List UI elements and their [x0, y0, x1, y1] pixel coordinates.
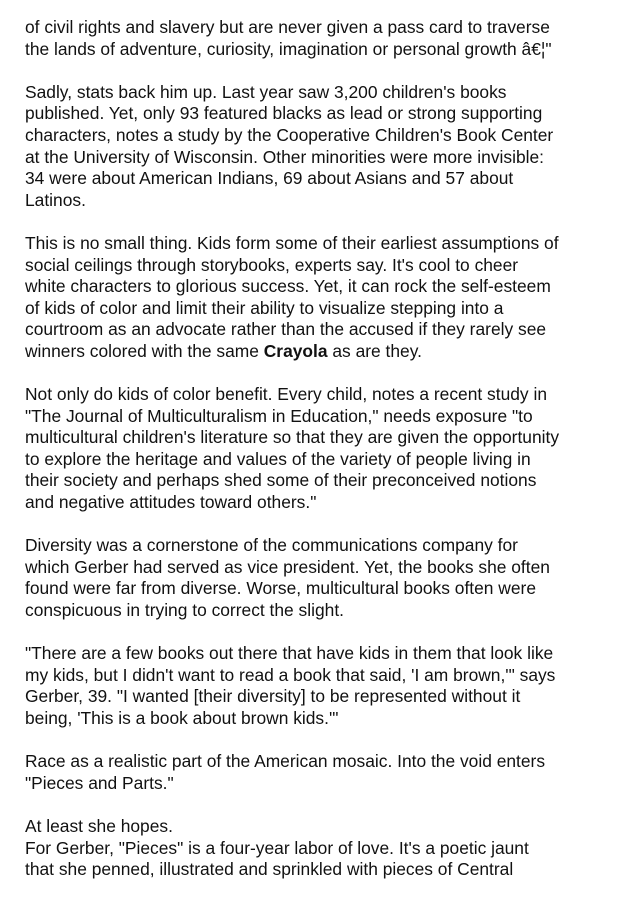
paragraph-pieces: For Gerber, "Pieces" is a four-year labor of love. It's a poetic jaunt that she penned, illustrated and sprinkled with pieces of Central	[25, 837, 529, 880]
paragraph-kids-of-color: Not only do kids of color benefit. Every child, notes a recent study in "The Journal of Multiculturalism in Education," needs exposure "to multicultural children's literature so that they are given the opportunity to explore the heritage and values of the variety of people living in their society and perhaps shed some of their preconceived notions and negative attitudes toward others."	[25, 384, 560, 513]
paragraph-race: Race as a realistic part of the American mosaic. Into the void enters "Pieces and Parts."	[25, 751, 546, 793]
paragraph-diversity: Diversity was a cornerstone of the communications company for which Gerber had served as vice president. Yet, the books she often found were far from diverse. Worse, multicultural books often were conspicuous in trying to correct the slight.	[25, 535, 550, 621]
paragraph-gerber-quote: "There are a few books out there that have kids in them that look like my kids, but I didn't want to read a book that said, 'I am brown,'" says Gerber, 39. "I wanted [their diversity] to be represented without it being, 'This is a book about brown kids.'"	[25, 643, 556, 728]
paragraph-civil-rights: of civil rights and slavery but are never given a pass card to traverse the lands of adventure, curiosity, imagination or personal growth â€¦"	[25, 17, 552, 59]
crayola-bold-text: Crayola	[263, 340, 328, 361]
paragraph-no-small-thing	[25, 233, 609, 363]
paragraph-at-least: At least she hopes.	[25, 815, 173, 836]
article-body	[25, 17, 609, 902]
paragraph-no-small-thing-text: This is no small thing. Kids form some of their earliest assumptions of social ceilings through storybooks, experts say. It's cool to cheer white characters to glorious success. Yet, it can rock the self-esteem of kids of color and limit their ability to visualize stepping into a courtroom as an advocate rather than the accused if they rarely see winners colored with the same	[25, 232, 559, 361]
paragraph-no-small-thing-end: as are they.	[327, 340, 422, 361]
paragraph-stats: Sadly, stats back him up. Last year saw 3,200 children's books published. Yet, only 93 featured blacks as lead or strong supporting characters, notes a study by the Cooperative Children's Book Center at the University of Wisconsin. Other minorities were more invisible: 34 were about American Indians, 69 about Asians and 57 about Latinos.	[25, 81, 554, 210]
